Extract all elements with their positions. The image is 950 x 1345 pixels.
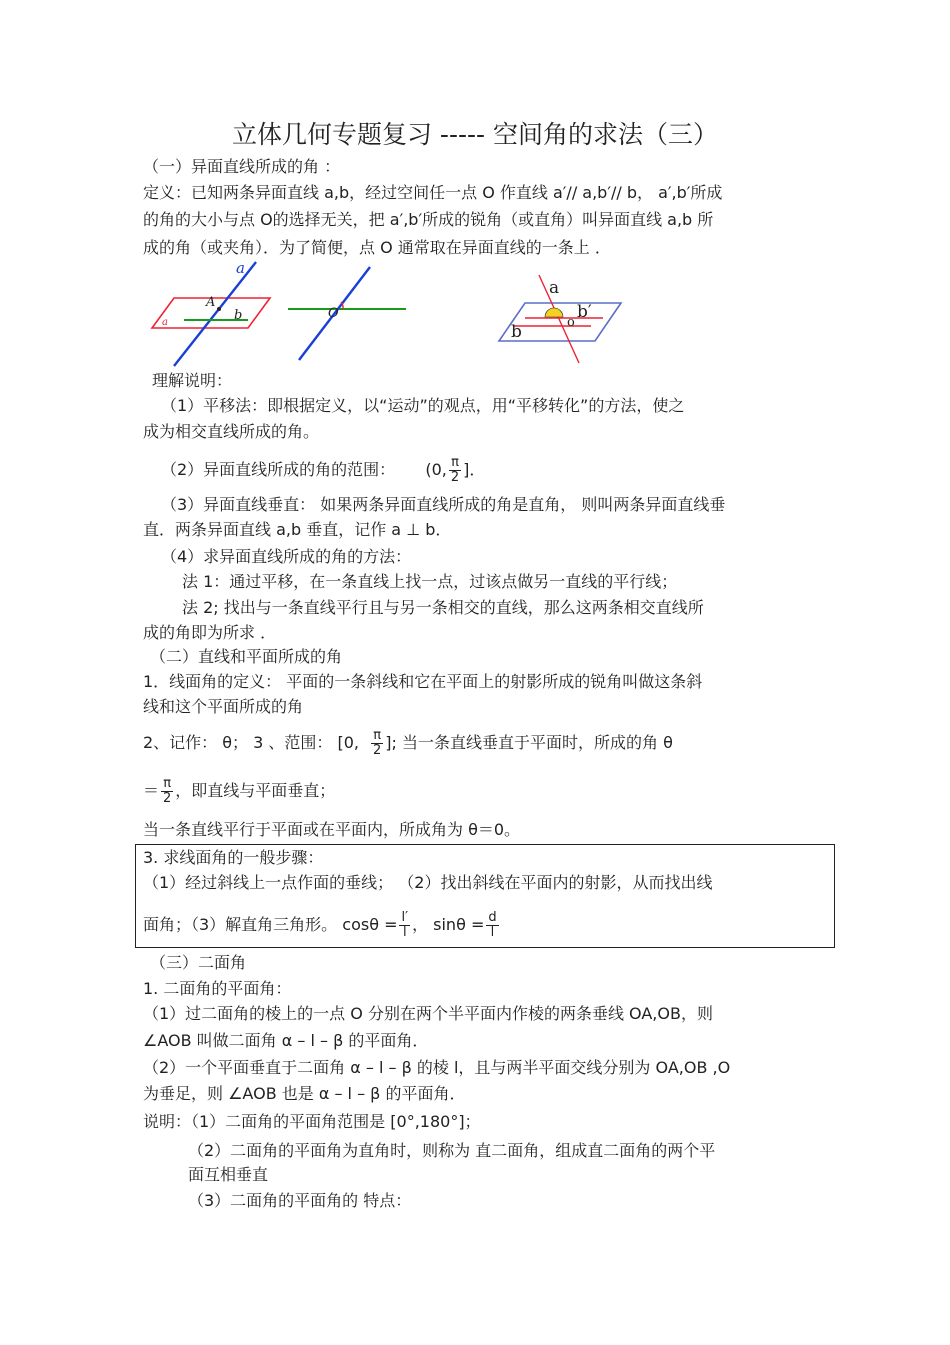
method-2-line-2: 成的角即为所求 ．	[143, 623, 277, 642]
note-3: （3）二面角的平面角的 特点：	[188, 1191, 412, 1210]
note-2-line-2: 面互相垂直	[188, 1165, 269, 1184]
sin-fraction: $\frac{d}{l}$	[488, 910, 497, 940]
steps-line-1: （1）经过斜线上一点作面的垂线； （2）找出斜线在平面内的射影，从而找出线	[143, 873, 713, 892]
point-4-heading: （4）求异面直线所成的角的方法：	[161, 547, 412, 566]
point-3-line-2: 直．两条异面直线 a,b 垂直，记作 a ⊥ b．	[143, 520, 452, 539]
pi-over-two-range: $\frac{\pi}{2}$	[373, 728, 382, 758]
dihedral-2-line-1: （2）一个平面垂直于二面角 α – l – β 的棱 l，且与两半平面交线分别为 OA,OB ,O	[143, 1058, 731, 1077]
line-a-label: a	[236, 259, 245, 277]
line-plane-definition-2: 线和这个平面所成的角	[143, 697, 304, 716]
steps-heading: 3. 求线面角的一般步骤：	[143, 848, 324, 867]
section-3-heading: （三）二面角	[150, 953, 247, 972]
understanding-label: 理解说明：	[152, 371, 233, 390]
translated-lines-figure	[495, 273, 625, 365]
cos-fraction: $\frac{l'}{l}$	[401, 910, 409, 940]
section-2-heading: （二）直线和平面所成的角	[150, 647, 343, 666]
notation-range-line	[143, 724, 673, 762]
method-1: 法 1：通过平移，在一条直线上找一点，过该点做另一直线的平行线；	[182, 572, 678, 591]
dihedral-2-line-2: 为垂足，则 ∠AOB 也是 α – l – β 的平面角．	[143, 1084, 466, 1103]
range-open: (0,	[425, 460, 447, 479]
point-a-label: A	[206, 295, 216, 310]
point-1-line-1: （1）平移法：即根据定义，以“运动”的观点，用“平移转化”的方法，使之	[161, 396, 685, 415]
definition-line-2: 的角的大小与点 O的选择无关，把 a′,b′所成的锐角（或直角）叫异面直线 a,b 所	[143, 210, 714, 229]
sin-label: ， sin	[412, 915, 457, 934]
theta-equals: θ =	[369, 915, 398, 934]
range-close: ]．	[463, 460, 486, 479]
range-line	[161, 456, 485, 485]
range-text: （2）异面直线所成的角的范围：	[161, 460, 396, 479]
perpendicular-text: ]; 当一条直线垂直于平面时，所成的角 θ	[385, 733, 673, 752]
equals-sign: ＝	[143, 781, 160, 800]
point-o-label: O	[328, 306, 339, 321]
line-b-prime-label: b′	[577, 302, 592, 322]
line-plane-definition-1: 1．线面角的定义： 平面的一条斜线和它在平面上的射影所成的锐角叫做这条斜	[143, 672, 703, 691]
point-1-line-2: 成为相交直线所成的角。	[143, 422, 320, 441]
line-b-label: b	[234, 308, 243, 323]
intersecting-lines-figure	[285, 264, 410, 364]
note-2-line-1: （2）二面角的平面角为直角时，则称为 直二面角，组成直二面角的两个平	[188, 1141, 716, 1160]
steps-text: 面角；（3）解直角三角形。 cos	[143, 915, 370, 934]
method-2-line-1: 法 2; 找出与一条直线平行且与另一条相交的直线，那么这两条相交直线所	[182, 598, 704, 617]
theta-equals-2: θ =	[456, 915, 485, 934]
line-a-label-right: a	[549, 278, 560, 298]
pi-over-two: $\frac{\pi}{2}$	[450, 455, 460, 485]
dihedral-title: 1. 二面角的平面角：	[143, 979, 292, 998]
note-1: 说明：（1）二面角的平面角范围是 [0°,180°]；	[143, 1112, 481, 1131]
dihedral-1-line-2: ∠AOB 叫做二面角 α – l – β 的平面角．	[143, 1031, 429, 1050]
pi-over-two-theta: $\frac{\pi}{2}$	[163, 776, 172, 806]
dihedral-1-line-1: （1）过二面角的棱上的一点 O 分别在两个半平面内作棱的两条垂线 OA,OB，则	[143, 1004, 713, 1023]
steps-line-2	[143, 905, 501, 945]
page-title: 立体几何专题复习 ----- 空间角的求法（三）	[231, 120, 718, 149]
line-b-label-right: b	[511, 322, 522, 342]
parallel-statement: 当一条直线平行于平面或在平面内，所成角为 θ＝0。	[143, 820, 521, 839]
definition-line-3: 成的角（或夹角）．为了简便，点 O 通常取在异面直线的一条上 ．	[143, 238, 611, 257]
point-3-line-1: （3）异面直线垂直： 如果两条异面直线所成的角是直角， 则叫两条异面直线垂	[161, 495, 726, 514]
section-1-heading: （一）异面直线所成的角 ：	[143, 157, 341, 176]
point-o-label-right: o	[567, 315, 575, 330]
definition-line-1: 定义：已知两条异面直线 a,b，经过空间任一点 O 作直线 a′// a,b′// b， a′,b′所成	[143, 183, 723, 202]
plane-alpha-label: a	[162, 317, 168, 328]
notation-text: 2、记作： θ； 3 、范围： [0,	[143, 733, 360, 752]
skew-lines-plane-figure	[148, 258, 276, 368]
perpendicular-conclusion: ，即直线与平面垂直；	[175, 781, 336, 800]
perpendicular-value-line	[143, 772, 335, 810]
